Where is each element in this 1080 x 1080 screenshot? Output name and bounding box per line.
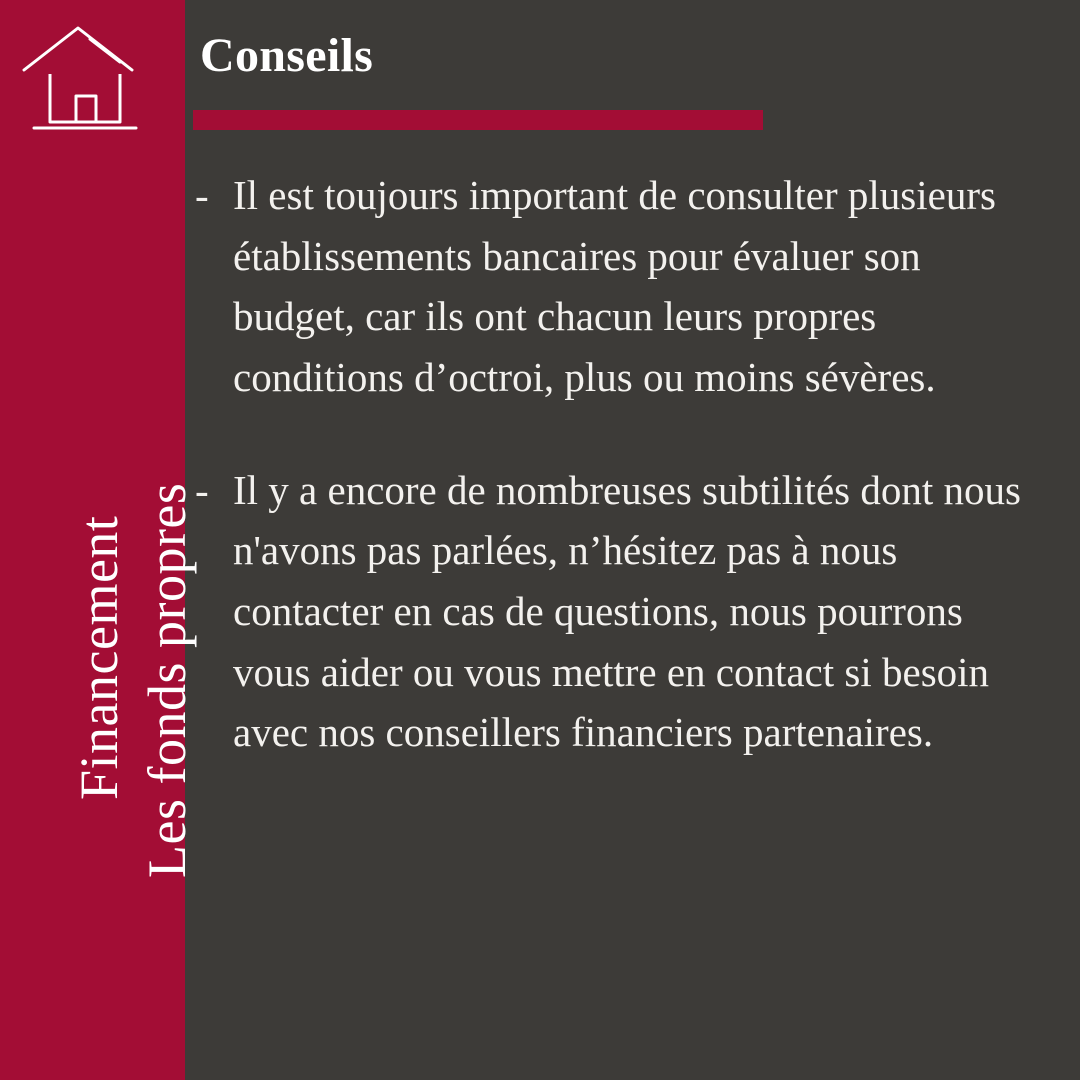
bullet-text: Il est toujours important de consulter plusieurs établissements bancaires pour évaluer son budget, car ils ont chacun leurs propres conditions d’octroi, plus ou moins sévères. (233, 172, 996, 401)
list-item (195, 460, 1035, 763)
bullet-marker: - (195, 466, 209, 513)
bullet-text: Il y a encore de nombreuses subtilités dont nous n'avons pas parlées, n’hésitez pas à nous contacter en cas de questions, nous pourrons vous aider ou vous mettre en contact si besoin avec nos conseillers financiers partenaires. (233, 466, 1021, 756)
sidebar (0, 0, 197, 1080)
main-content (185, 0, 1080, 1080)
sidebar-title-line-2: Les fonds propres (137, 482, 197, 878)
page-title: Conseils (200, 29, 374, 82)
sidebar-title-line-1: Financement (69, 515, 129, 800)
bullet-list (195, 165, 1035, 815)
sidebar-vertical-text (0, 0, 197, 1080)
list-item (195, 165, 1035, 408)
bullet-marker: - (195, 172, 209, 218)
title-underline-bar (193, 110, 763, 130)
